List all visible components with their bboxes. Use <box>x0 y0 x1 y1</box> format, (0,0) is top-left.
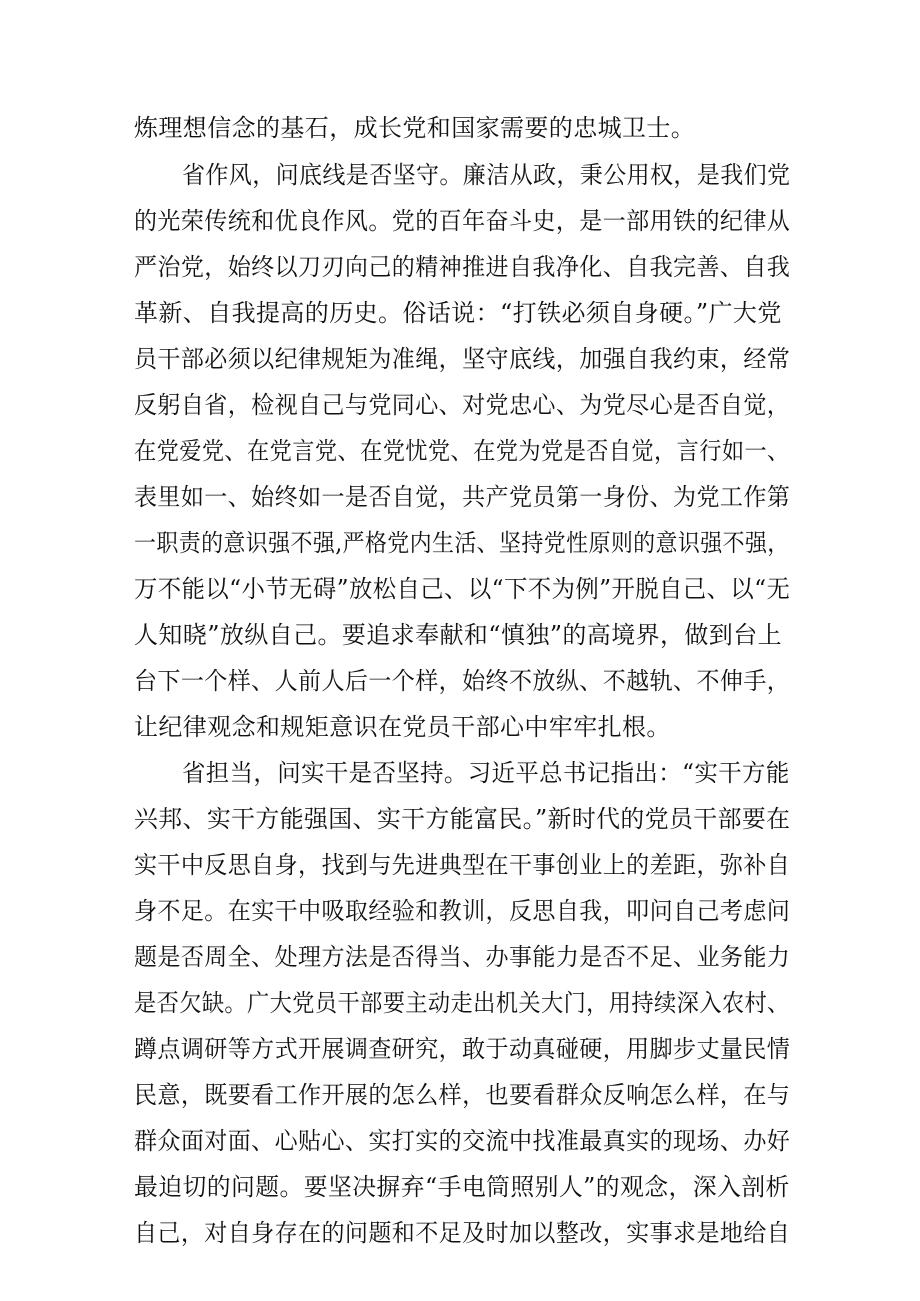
text-line: 群众面对面、心贴心、实打实的交流中找准最真实的现场、办好 <box>134 1127 791 1155</box>
text-line: 严治党，始终以刀刃向己的精神推进自我净化、自我完善、自我 <box>134 253 791 281</box>
text-line: 一职责的意识强不强,严格党内生活、坚持党性原则的意识强不强， <box>134 529 790 557</box>
text-line: 自己，对自身存在的问题和不足及时加以整改，实事求是地给自 <box>134 1219 791 1247</box>
text-line: 民意，既要看工作开展的怎么样，也要看群众反响怎么样，在与 <box>134 1081 791 1109</box>
text-line: 反躬自省，检视自己与党同心、对党忠心、为党尽心是否自觉， <box>134 391 791 419</box>
paragraph-start-line: 省担当，问实干是否坚持。习近平总书记指出：“实干方能 <box>182 759 790 787</box>
text-line: 万不能以“小节无碍”放松自己、以“下不为例”开脱自己、以“无 <box>134 575 791 603</box>
text-line: 兴邦、实干方能强国、实干方能富民。”新时代的党员干部要在 <box>134 805 791 833</box>
text-line: 题是否周全、处理方法是否得当、办事能力是否不足、业务能力 <box>134 943 791 971</box>
text-line: 革新、自我提高的历史。俗话说：“打铁必须自身硬。”广大党 <box>134 299 782 327</box>
text-line: 最迫切的问题。要坚决摒弃“手电筒照别人”的观念，深入剖析 <box>134 1173 790 1201</box>
text-line: 台下一个样、人前人后一个样，始终不放纵、不越轨、不伸手， <box>134 667 791 695</box>
text-line: 实干中反思自身，找到与先进典型在干事创业上的差距，弥补自 <box>134 851 791 879</box>
text-line: 炼理想信念的基石，成长党和国家需要的忠城卫士。 <box>134 114 696 142</box>
text-line: 蹲点调研等方式开展调查研究，敢于动真碰硬，用脚步丈量民情 <box>134 1035 791 1063</box>
text-line: 员干部必须以纪律规矩为准绳，坚守底线，加强自我约束，经常 <box>134 345 791 373</box>
text-line: 是否欠缺。广大党员干部要主动走出机关大门，用持续深入农村、 <box>134 989 790 1017</box>
text-line: 人知晓”放纵自己。要追求奉献和“慎独”的高境界，做到台上 <box>134 621 783 649</box>
text-line: 身不足。在实干中吸取经验和教训，反思自我，叩问自己考虑问 <box>134 897 791 925</box>
text-line: 在党爱党、在党言党、在党忧党、在党为党是否自觉，言行如一、 <box>134 437 790 465</box>
text-line: 表里如一、始终如一是否自觉，共产党员第一身份、为党工作第 <box>134 483 791 511</box>
paragraph-start-line: 省作风，问底线是否坚守。廉洁从政，秉公用权，是我们党 <box>182 161 791 189</box>
text-line: 让纪律观念和规矩意识在党员干部心中牢牢扎根。 <box>134 713 671 741</box>
text-line: 的光荣传统和优良作风。党的百年奋斗史，是一部用铁的纪律从 <box>134 207 791 235</box>
